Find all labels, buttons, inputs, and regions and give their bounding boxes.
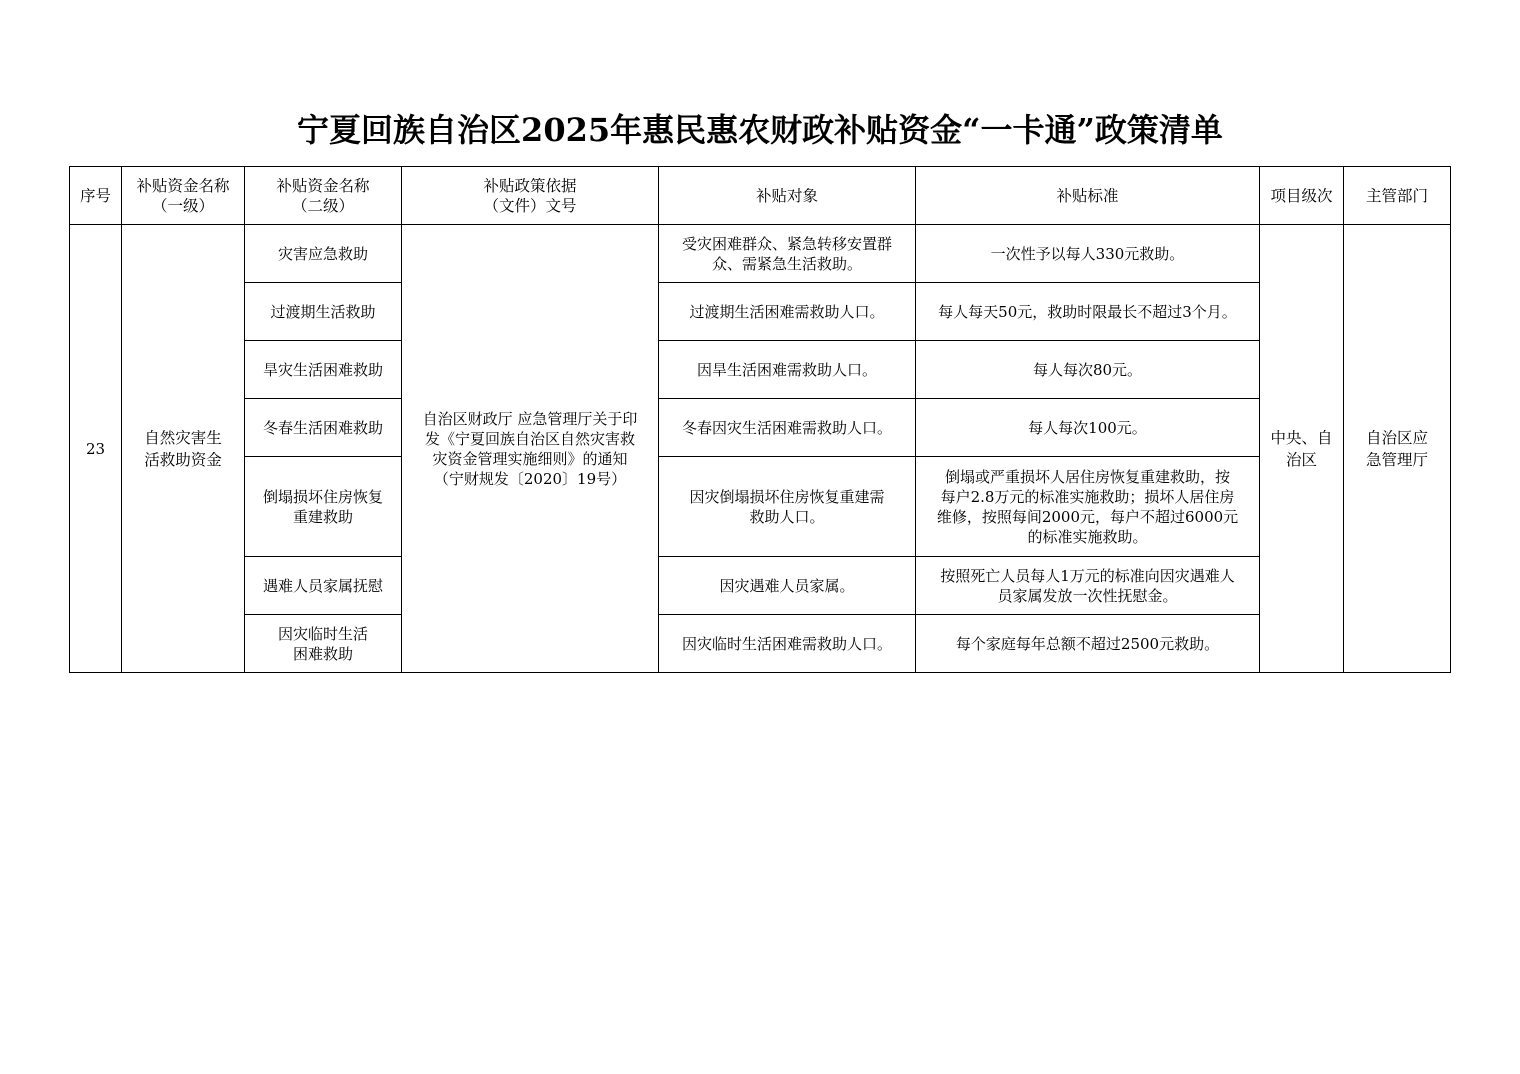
- cell-target: 因旱生活困难需救助人口。: [659, 341, 916, 399]
- cell-name-level2: 遇难人员家属抚慰: [245, 557, 402, 615]
- page-title: 宁夏回族自治区2025年惠民惠农财政补贴资金“一卡通”政策清单: [297, 111, 1223, 149]
- cell-target: 受灾困难群众、紧急转移安置群 众、需紧急生活救助。: [659, 225, 916, 283]
- policy-table: [69, 166, 1451, 673]
- header-name-level1: 补贴资金名称 （一级）: [122, 167, 245, 225]
- cell-seq: 23: [70, 225, 122, 673]
- table-row: [70, 557, 1451, 615]
- table-header: [70, 167, 1451, 225]
- header-policy-basis: 补贴政策依据 （文件）文号: [402, 167, 659, 225]
- cell-name-level2: 因灾临时生活 困难救助: [245, 615, 402, 673]
- cell-target: 因灾遇难人员家属。: [659, 557, 916, 615]
- header-project-level: 项目级次: [1260, 167, 1344, 225]
- cell-name-level2: 倒塌损坏住房恢复 重建救助: [245, 457, 402, 557]
- table-row: [70, 615, 1451, 673]
- header-seq: 序号: [70, 167, 122, 225]
- cell-standard: 每人每天50元，救助时限最长不超过3个月。: [916, 283, 1260, 341]
- cell-target: 过渡期生活困难需救助人口。: [659, 283, 916, 341]
- cell-standard: 一次性予以每人330元救助。: [916, 225, 1260, 283]
- cell-target: 因灾倒塌损坏住房恢复重建需 救助人口。: [659, 457, 916, 557]
- cell-project-level: 中央、自 治区: [1260, 225, 1344, 673]
- cell-standard: 每人每次100元。: [916, 399, 1260, 457]
- table-row: [70, 341, 1451, 399]
- cell-department: 自治区应 急管理厅: [1344, 225, 1451, 673]
- cell-standard: 每个家庭每年总额不超过2500元救助。: [916, 615, 1260, 673]
- cell-target: 冬春因灾生活困难需救助人口。: [659, 399, 916, 457]
- header-target: 补贴对象: [659, 167, 916, 225]
- table-row: [70, 457, 1451, 557]
- cell-standard: 倒塌或严重损坏人居住房恢复重建救助，按 每户2.8万元的标准实施救助；损坏人居住房 维修，按照每间2000元，每户不超过6000元 的标准实施救助。: [916, 457, 1260, 557]
- table-row: [70, 225, 1451, 283]
- table-row: [70, 399, 1451, 457]
- cell-target: 因灾临时生活困难需救助人口。: [659, 615, 916, 673]
- header-standard: 补贴标准: [916, 167, 1260, 225]
- cell-name-level2: 过渡期生活救助: [245, 283, 402, 341]
- header-name-level2: 补贴资金名称 （二级）: [245, 167, 402, 225]
- header-department: 主管部门: [1344, 167, 1451, 225]
- table-row: [70, 283, 1451, 341]
- cell-name-level2: 冬春生活困难救助: [245, 399, 402, 457]
- cell-name-level2: 旱灾生活困难救助: [245, 341, 402, 399]
- cell-name-level2: 灾害应急救助: [245, 225, 402, 283]
- cell-name-level1: 自然灾害生 活救助资金: [122, 225, 245, 673]
- cell-policy-basis: 自治区财政厅 应急管理厅关于印 发《宁夏回族自治区自然灾害救 灾资金管理实施细则》的通知 （宁财规发〔2020〕19号）: [402, 225, 659, 673]
- cell-standard: 按照死亡人员每人1万元的标准向因灾遇难人 员家属发放一次性抚慰金。: [916, 557, 1260, 615]
- cell-standard: 每人每次80元。: [916, 341, 1260, 399]
